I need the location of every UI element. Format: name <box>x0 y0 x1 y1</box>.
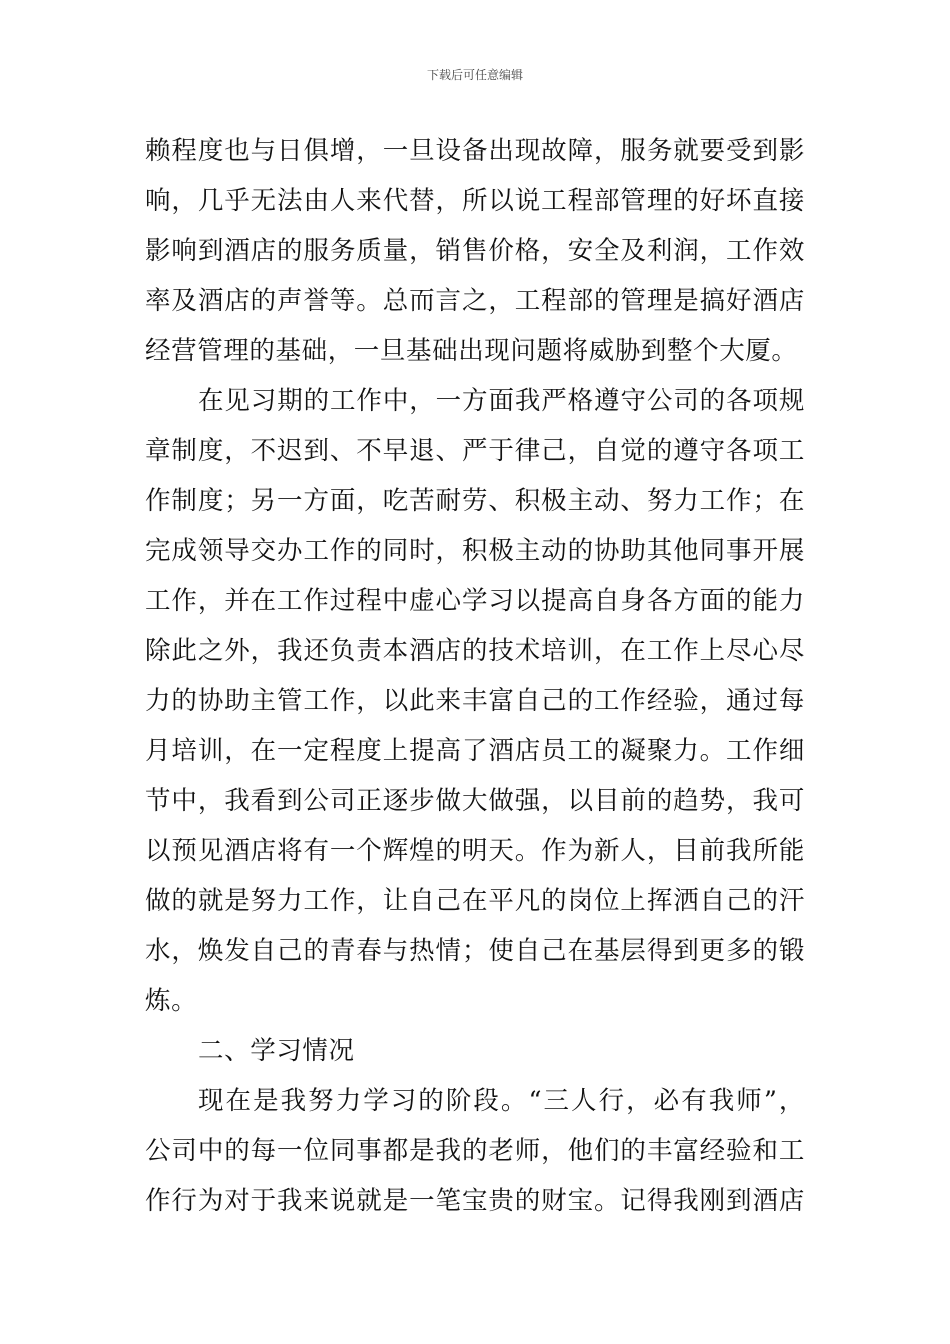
text-line: 响，几乎无法由人来代替，所以说工程部管理的好坏直接 <box>145 186 805 216</box>
text-line: 水，焕发自己的青春与热情；使自己在基层得到更多的锻 <box>145 936 805 966</box>
text-line: 炼。 <box>145 986 198 1016</box>
text-line: 除此之外，我还负责本酒店的技术培训，在工作上尽心尽 <box>145 636 805 666</box>
text-line: 公司中的每一位同事都是我的老师，他们的丰富经验和工 <box>145 1136 805 1166</box>
text-line: 节中，我看到公司正逐步做大做强，以目前的趋势，我可 <box>145 786 805 816</box>
text-line: 影响到酒店的服务质量，销售价格，安全及利润，工作效 <box>145 236 805 266</box>
text-line: 月培训，在一定程度上提高了酒店员工的凝聚力。工作细 <box>145 736 805 766</box>
text-line: 现在是我努力学习的阶段。“三人行，必有我师”， <box>198 1086 805 1116</box>
text-line: 在见习期的工作中，一方面我严格遵守公司的各项规 <box>198 386 805 416</box>
document-body <box>145 126 805 1226</box>
text-line: 以预见酒店将有一个辉煌的明天。作为新人，目前我所能 <box>145 836 805 866</box>
text-line: 力的协助主管工作，以此来丰富自己的工作经验，通过每 <box>145 686 805 716</box>
page-header-note: 下载后可任意编辑 <box>426 68 523 82</box>
text-line: 做的就是努力工作，让自己在平凡的岗位上挥洒自己的汗 <box>145 886 805 916</box>
text-line: 章制度，不迟到、不早退、严于律己，自觉的遵守各项工 <box>145 436 805 466</box>
section-heading-text: 二、学习情况 <box>198 1036 355 1066</box>
text-line: 经营管理的基础，一旦基础出现问题将威胁到整个大厦。 <box>145 336 798 366</box>
section-heading <box>145 1026 805 1076</box>
text-line: 作制度；另一方面，吃苦耐劳、积极主动、努力工作；在 <box>145 486 805 516</box>
text-line: 率及酒店的声誉等。总而言之，工程部的管理是搞好酒店 <box>145 286 805 316</box>
paragraph-1 <box>145 126 805 376</box>
text-line: 完成领导交办工作的同时，积极主动的协助其他同事开展 <box>145 536 805 566</box>
paragraph-2 <box>145 376 805 1026</box>
paragraph-3 <box>145 1076 805 1226</box>
text-line: 赖程度也与日俱增，一旦设备出现故障，服务就要受到影 <box>145 136 805 166</box>
text-line: 工作，并在工作过程中虚心学习以提高自身各方面的能力 <box>145 586 805 616</box>
text-line: 作行为对于我来说就是一笔宝贵的财宝。记得我刚到酒店 <box>145 1186 805 1216</box>
